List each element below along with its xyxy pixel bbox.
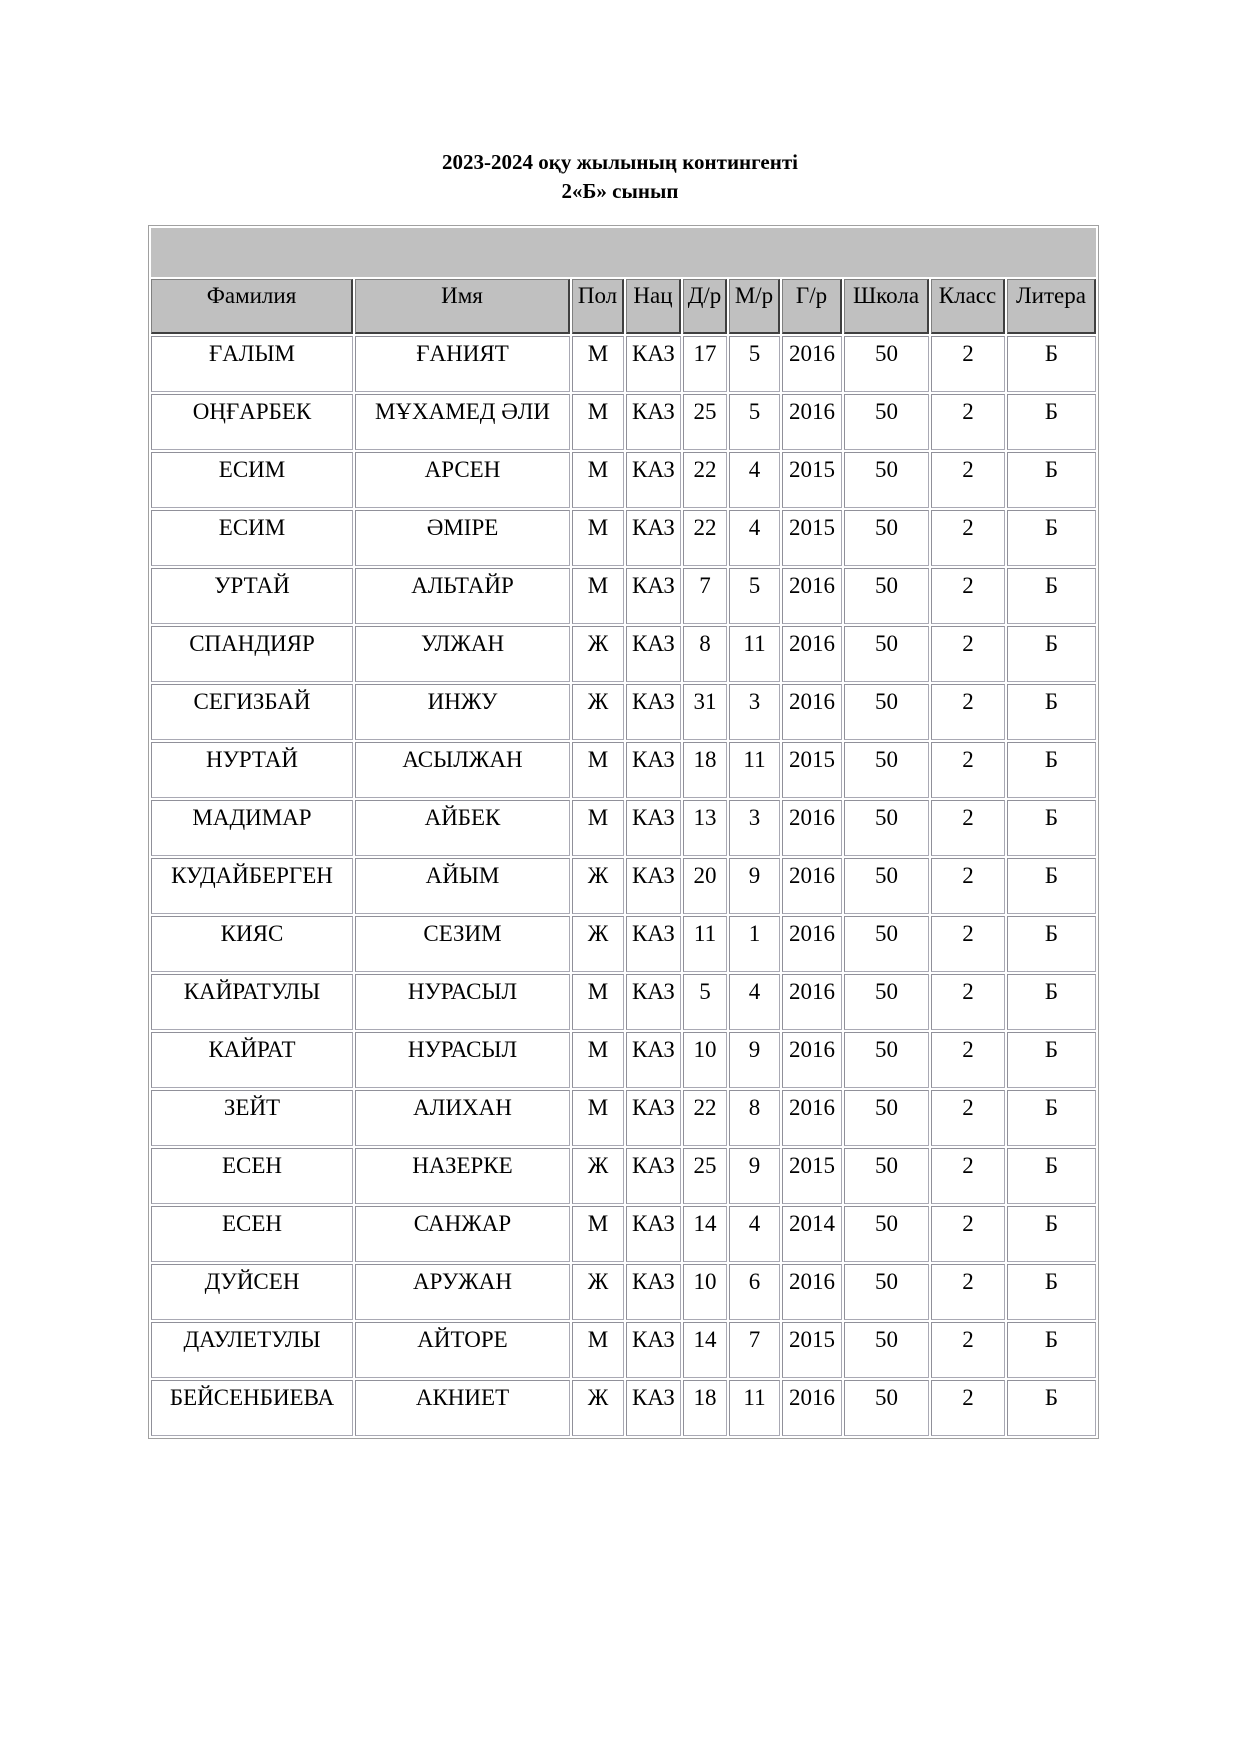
cell-letter: Б bbox=[1007, 800, 1096, 856]
table-banner-row bbox=[151, 228, 1096, 277]
cell-name: НУРАСЫЛ bbox=[355, 1032, 570, 1088]
cell-birth-day: 31 bbox=[683, 684, 727, 740]
cell-school: 50 bbox=[844, 1322, 929, 1378]
cell-class: 2 bbox=[931, 510, 1005, 566]
cell-surname: КАЙРАТ bbox=[151, 1032, 353, 1088]
cell-birth-year: 2016 bbox=[782, 1380, 842, 1436]
cell-name: САНЖАР bbox=[355, 1206, 570, 1262]
cell-birth-year: 2016 bbox=[782, 800, 842, 856]
cell-birth-day: 13 bbox=[683, 800, 727, 856]
cell-gender: Ж bbox=[572, 1380, 624, 1436]
cell-birth-day: 18 bbox=[683, 742, 727, 798]
cell-class: 2 bbox=[931, 452, 1005, 508]
cell-surname: БЕЙСЕНБИЕВА bbox=[151, 1380, 353, 1436]
cell-nationality: КАЗ bbox=[626, 916, 681, 972]
cell-birth-day: 20 bbox=[683, 858, 727, 914]
cell-name: НАЗЕРКЕ bbox=[355, 1148, 570, 1204]
cell-letter: Б bbox=[1007, 916, 1096, 972]
cell-name: ИНЖУ bbox=[355, 684, 570, 740]
cell-gender: Ж bbox=[572, 684, 624, 740]
col-header-nationality: Нац bbox=[626, 279, 681, 334]
cell-letter: Б bbox=[1007, 452, 1096, 508]
cell-letter: Б bbox=[1007, 1380, 1096, 1436]
title-line-class: 2«Б» сынып bbox=[561, 179, 679, 203]
col-header-birth-year: Г/р bbox=[782, 279, 842, 334]
cell-name: СЕЗИМ bbox=[355, 916, 570, 972]
cell-birth-month: 11 bbox=[729, 1380, 780, 1436]
cell-nationality: КАЗ bbox=[626, 800, 681, 856]
cell-birth-day: 11 bbox=[683, 916, 727, 972]
cell-birth-year: 2015 bbox=[782, 1322, 842, 1378]
table-row bbox=[151, 510, 1096, 566]
cell-name: ӘМІРЕ bbox=[355, 510, 570, 566]
cell-birth-month: 4 bbox=[729, 452, 780, 508]
cell-birth-day: 18 bbox=[683, 1380, 727, 1436]
cell-birth-month: 5 bbox=[729, 568, 780, 624]
cell-nationality: КАЗ bbox=[626, 1264, 681, 1320]
cell-birth-month: 11 bbox=[729, 626, 780, 682]
cell-nationality: КАЗ bbox=[626, 626, 681, 682]
cell-letter: Б bbox=[1007, 1322, 1096, 1378]
cell-class: 2 bbox=[931, 1322, 1005, 1378]
cell-birth-day: 25 bbox=[683, 394, 727, 450]
cell-birth-year: 2016 bbox=[782, 858, 842, 914]
cell-birth-day: 14 bbox=[683, 1322, 727, 1378]
cell-birth-year: 2015 bbox=[782, 452, 842, 508]
cell-school: 50 bbox=[844, 1206, 929, 1262]
table-row bbox=[151, 974, 1096, 1030]
cell-surname: КУДАЙБЕРГЕН bbox=[151, 858, 353, 914]
cell-school: 50 bbox=[844, 336, 929, 392]
cell-birth-day: 17 bbox=[683, 336, 727, 392]
cell-class: 2 bbox=[931, 858, 1005, 914]
cell-birth-day: 22 bbox=[683, 452, 727, 508]
cell-nationality: КАЗ bbox=[626, 1090, 681, 1146]
cell-surname: ЕСИМ bbox=[151, 510, 353, 566]
table-row bbox=[151, 452, 1096, 508]
cell-letter: Б bbox=[1007, 742, 1096, 798]
cell-birth-day: 8 bbox=[683, 626, 727, 682]
cell-gender: М bbox=[572, 742, 624, 798]
cell-school: 50 bbox=[844, 858, 929, 914]
cell-birth-day: 25 bbox=[683, 1148, 727, 1204]
cell-name: АРСЕН bbox=[355, 452, 570, 508]
cell-letter: Б bbox=[1007, 858, 1096, 914]
cell-school: 50 bbox=[844, 452, 929, 508]
cell-birth-month: 5 bbox=[729, 336, 780, 392]
cell-birth-month: 4 bbox=[729, 510, 780, 566]
cell-birth-year: 2016 bbox=[782, 916, 842, 972]
cell-gender: Ж bbox=[572, 626, 624, 682]
cell-letter: Б bbox=[1007, 626, 1096, 682]
cell-gender: М bbox=[572, 800, 624, 856]
cell-gender: М bbox=[572, 974, 624, 1030]
cell-birth-year: 2016 bbox=[782, 394, 842, 450]
cell-surname: ЕСИМ bbox=[151, 452, 353, 508]
table-row bbox=[151, 626, 1096, 682]
cell-school: 50 bbox=[844, 1090, 929, 1146]
table-row bbox=[151, 1148, 1096, 1204]
cell-birth-day: 14 bbox=[683, 1206, 727, 1262]
title-line-year: 2023-2024 оқу жылының контингенті bbox=[441, 150, 798, 174]
cell-nationality: КАЗ bbox=[626, 1322, 681, 1378]
cell-nationality: КАЗ bbox=[626, 1032, 681, 1088]
cell-birth-month: 4 bbox=[729, 1206, 780, 1262]
cell-birth-year: 2015 bbox=[782, 510, 842, 566]
cell-class: 2 bbox=[931, 626, 1005, 682]
cell-class: 2 bbox=[931, 568, 1005, 624]
table-row bbox=[151, 1090, 1096, 1146]
cell-name: АРУЖАН bbox=[355, 1264, 570, 1320]
cell-school: 50 bbox=[844, 394, 929, 450]
cell-letter: Б bbox=[1007, 1206, 1096, 1262]
cell-surname: СЕГИЗБАЙ bbox=[151, 684, 353, 740]
cell-letter: Б bbox=[1007, 510, 1096, 566]
table-banner bbox=[151, 228, 1096, 277]
cell-letter: Б bbox=[1007, 394, 1096, 450]
cell-name: УЛЖАН bbox=[355, 626, 570, 682]
cell-gender: М bbox=[572, 452, 624, 508]
cell-birth-year: 2015 bbox=[782, 1148, 842, 1204]
cell-name: АЛИХАН bbox=[355, 1090, 570, 1146]
cell-birth-month: 11 bbox=[729, 742, 780, 798]
cell-school: 50 bbox=[844, 800, 929, 856]
cell-birth-day: 10 bbox=[683, 1032, 727, 1088]
cell-birth-month: 9 bbox=[729, 1148, 780, 1204]
cell-nationality: КАЗ bbox=[626, 858, 681, 914]
cell-birth-year: 2016 bbox=[782, 974, 842, 1030]
cell-nationality: КАЗ bbox=[626, 394, 681, 450]
col-header-class: Класс bbox=[931, 279, 1005, 334]
cell-letter: Б bbox=[1007, 1148, 1096, 1204]
cell-nationality: КАЗ bbox=[626, 742, 681, 798]
table-row bbox=[151, 1380, 1096, 1436]
cell-nationality: КАЗ bbox=[626, 336, 681, 392]
cell-name: НУРАСЫЛ bbox=[355, 974, 570, 1030]
cell-name: АКНИЕТ bbox=[355, 1380, 570, 1436]
table-row bbox=[151, 336, 1096, 392]
cell-class: 2 bbox=[931, 974, 1005, 1030]
cell-class: 2 bbox=[931, 1206, 1005, 1262]
col-header-school: Школа bbox=[844, 279, 929, 334]
cell-gender: Ж bbox=[572, 1148, 624, 1204]
col-header-surname: Фамилия bbox=[151, 279, 353, 334]
cell-birth-month: 9 bbox=[729, 1032, 780, 1088]
cell-letter: Б bbox=[1007, 1090, 1096, 1146]
cell-surname: ЕСЕН bbox=[151, 1148, 353, 1204]
col-header-birth-month: М/р bbox=[729, 279, 780, 334]
cell-letter: Б bbox=[1007, 974, 1096, 1030]
cell-class: 2 bbox=[931, 1148, 1005, 1204]
cell-surname: НУРТАЙ bbox=[151, 742, 353, 798]
table-row bbox=[151, 1264, 1096, 1320]
cell-gender: Ж bbox=[572, 916, 624, 972]
table-body bbox=[151, 336, 1096, 1436]
cell-birth-month: 6 bbox=[729, 1264, 780, 1320]
table-row bbox=[151, 394, 1096, 450]
cell-gender: М bbox=[572, 1090, 624, 1146]
document-title bbox=[0, 148, 1240, 206]
cell-class: 2 bbox=[931, 684, 1005, 740]
cell-birth-year: 2016 bbox=[782, 684, 842, 740]
cell-birth-year: 2016 bbox=[782, 336, 842, 392]
cell-surname: МАДИМАР bbox=[151, 800, 353, 856]
cell-surname: ДАУЛЕТУЛЫ bbox=[151, 1322, 353, 1378]
cell-name: МҰХАМЕД ӘЛИ bbox=[355, 394, 570, 450]
cell-letter: Б bbox=[1007, 1032, 1096, 1088]
cell-nationality: КАЗ bbox=[626, 510, 681, 566]
cell-school: 50 bbox=[844, 916, 929, 972]
cell-birth-month: 9 bbox=[729, 858, 780, 914]
table-row bbox=[151, 1206, 1096, 1262]
cell-surname: ДУЙСЕН bbox=[151, 1264, 353, 1320]
cell-name: АЙЫМ bbox=[355, 858, 570, 914]
table-row bbox=[151, 1032, 1096, 1088]
cell-birth-month: 4 bbox=[729, 974, 780, 1030]
col-header-birth-day: Д/р bbox=[683, 279, 727, 334]
cell-name: АЙТОРЕ bbox=[355, 1322, 570, 1378]
table-row bbox=[151, 684, 1096, 740]
cell-surname: СПАНДИЯР bbox=[151, 626, 353, 682]
cell-school: 50 bbox=[844, 1148, 929, 1204]
cell-nationality: КАЗ bbox=[626, 1206, 681, 1262]
table-row bbox=[151, 800, 1096, 856]
cell-class: 2 bbox=[931, 336, 1005, 392]
table-row bbox=[151, 742, 1096, 798]
cell-birth-year: 2016 bbox=[782, 1090, 842, 1146]
cell-surname: ЗЕЙТ bbox=[151, 1090, 353, 1146]
cell-birth-year: 2014 bbox=[782, 1206, 842, 1262]
cell-school: 50 bbox=[844, 974, 929, 1030]
cell-nationality: КАЗ bbox=[626, 568, 681, 624]
cell-nationality: КАЗ bbox=[626, 1380, 681, 1436]
cell-surname: КИЯС bbox=[151, 916, 353, 972]
cell-name: ҒАНИЯТ bbox=[355, 336, 570, 392]
table-row bbox=[151, 1322, 1096, 1378]
cell-letter: Б bbox=[1007, 336, 1096, 392]
cell-class: 2 bbox=[931, 1264, 1005, 1320]
cell-class: 2 bbox=[931, 1090, 1005, 1146]
table-row bbox=[151, 858, 1096, 914]
cell-birth-month: 3 bbox=[729, 684, 780, 740]
cell-birth-year: 2016 bbox=[782, 626, 842, 682]
cell-surname: КАЙРАТУЛЫ bbox=[151, 974, 353, 1030]
cell-birth-month: 1 bbox=[729, 916, 780, 972]
cell-nationality: КАЗ bbox=[626, 974, 681, 1030]
cell-school: 50 bbox=[844, 684, 929, 740]
cell-birth-month: 7 bbox=[729, 1322, 780, 1378]
cell-birth-day: 22 bbox=[683, 510, 727, 566]
cell-letter: Б bbox=[1007, 684, 1096, 740]
cell-class: 2 bbox=[931, 1380, 1005, 1436]
cell-birth-day: 7 bbox=[683, 568, 727, 624]
cell-school: 50 bbox=[844, 742, 929, 798]
cell-surname: ОҢҒАРБЕК bbox=[151, 394, 353, 450]
cell-surname: УРТАЙ bbox=[151, 568, 353, 624]
cell-birth-year: 2016 bbox=[782, 1032, 842, 1088]
cell-birth-day: 10 bbox=[683, 1264, 727, 1320]
cell-school: 50 bbox=[844, 1380, 929, 1436]
col-header-letter: Литера bbox=[1007, 279, 1096, 334]
cell-birth-month: 5 bbox=[729, 394, 780, 450]
cell-gender: Ж bbox=[572, 858, 624, 914]
cell-birth-day: 5 bbox=[683, 974, 727, 1030]
col-header-gender: Пол bbox=[572, 279, 624, 334]
cell-school: 50 bbox=[844, 510, 929, 566]
cell-gender: Ж bbox=[572, 1264, 624, 1320]
table-row bbox=[151, 568, 1096, 624]
cell-nationality: КАЗ bbox=[626, 1148, 681, 1204]
cell-school: 50 bbox=[844, 1032, 929, 1088]
table-header-row bbox=[151, 279, 1096, 334]
cell-birth-year: 2015 bbox=[782, 742, 842, 798]
cell-surname: ЕСЕН bbox=[151, 1206, 353, 1262]
cell-name: АЛЬТАЙР bbox=[355, 568, 570, 624]
cell-birth-day: 22 bbox=[683, 1090, 727, 1146]
cell-surname: ҒАЛЫМ bbox=[151, 336, 353, 392]
cell-birth-month: 3 bbox=[729, 800, 780, 856]
cell-gender: М bbox=[572, 568, 624, 624]
cell-school: 50 bbox=[844, 568, 929, 624]
cell-school: 50 bbox=[844, 626, 929, 682]
cell-gender: М bbox=[572, 336, 624, 392]
col-header-name: Имя bbox=[355, 279, 570, 334]
cell-gender: М bbox=[572, 1322, 624, 1378]
cell-letter: Б bbox=[1007, 568, 1096, 624]
cell-gender: М bbox=[572, 510, 624, 566]
table-row bbox=[151, 916, 1096, 972]
cell-class: 2 bbox=[931, 800, 1005, 856]
cell-name: АЙБЕК bbox=[355, 800, 570, 856]
cell-birth-year: 2016 bbox=[782, 568, 842, 624]
cell-class: 2 bbox=[931, 1032, 1005, 1088]
cell-class: 2 bbox=[931, 742, 1005, 798]
cell-nationality: КАЗ bbox=[626, 684, 681, 740]
cell-birth-year: 2016 bbox=[782, 1264, 842, 1320]
cell-school: 50 bbox=[844, 1264, 929, 1320]
contingent-table bbox=[148, 225, 1099, 1439]
cell-letter: Б bbox=[1007, 1264, 1096, 1320]
cell-gender: М bbox=[572, 1032, 624, 1088]
cell-gender: М bbox=[572, 394, 624, 450]
cell-name: АСЫЛЖАН bbox=[355, 742, 570, 798]
cell-gender: М bbox=[572, 1206, 624, 1262]
cell-birth-month: 8 bbox=[729, 1090, 780, 1146]
cell-class: 2 bbox=[931, 916, 1005, 972]
cell-nationality: КАЗ bbox=[626, 452, 681, 508]
cell-class: 2 bbox=[931, 394, 1005, 450]
